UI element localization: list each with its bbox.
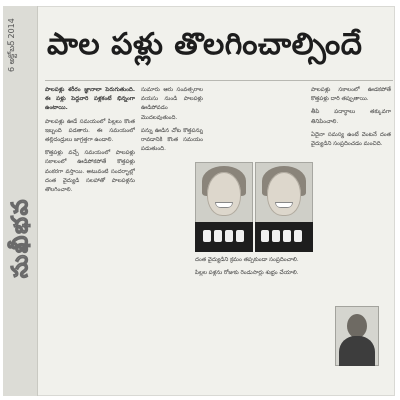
masthead (3, 6, 37, 396)
photo-face-shape (207, 172, 241, 216)
tooth-shape (261, 230, 269, 242)
article-paragraph: పాలపళ్లు శరీరం జ్ఞానాలా పెరుగుతుంది. ఈ పళ్లు పెద్దవారి పళ్లకంటే భిన్నంగా ఉంటాయి. (45, 87, 135, 112)
tooth-shape (214, 230, 222, 242)
article-headline: పాల పళ్లు తొలగించాల్సిందే (47, 27, 363, 62)
article-paragraph: ఏదైనా సమస్య ఉంటే వెంటనే దంత వైద్యుడిని సంప్రదించడం మంచిది. (311, 131, 391, 148)
photo-face-shape (267, 172, 301, 216)
author-photo (335, 306, 379, 366)
article-paragraph: తీపి పదార్థాలు తక్కువగా తినిపించాలి. (311, 109, 391, 125)
article-paragraph: కొత్తపళ్లు వచ్చే సమయంలో పాలపళ్లు సకాలంలో ఊడిపోకపోతే కొత్తపళ్లు వంకరగా వస్తాయి. అటువంటి సందర్భాల్లో దంత వైద్యుడి సలహాతో పాలపళ్లను తొలగించాలి. (45, 150, 135, 194)
article-paragraph: పన్ను ఊడిన చోట కొత్తపన్ను రావడానికి కొంత సమయం పడుతుంది. (141, 127, 203, 153)
article-paragraph: సుమారు ఆరు సంవత్సరాల వయసు నుండి పాలపళ్లు ఊడిపోవడం మొదలవుతుంది. (141, 87, 203, 121)
headline-divider (45, 80, 393, 81)
tooth-shape (203, 230, 211, 242)
publication-name: సుఖీభవ (7, 197, 33, 279)
child-smile-photo-left (195, 162, 253, 252)
article-paragraph: పాలపళ్లు ఊడే సమయంలో పిల్లలు కొంత ఇబ్బంది పడతారు. ఈ సమయంలో తల్లిదండ్రులు జాగ్రత్తగా ఉండాలి. (45, 118, 135, 144)
newspaper-clipping (3, 6, 395, 396)
child-smile-photo-right (255, 162, 313, 252)
author-body-shape (339, 336, 375, 366)
tooth-shape (272, 230, 280, 242)
article-column-2 (141, 86, 203, 391)
tooth-shape (225, 230, 233, 242)
tooth-shape (294, 230, 302, 242)
article-paragraph: పిల్లల పళ్లను రోజుకు రెండుసార్లు శుభ్రం చేయాలి. (195, 270, 299, 277)
tooth-shape (283, 230, 291, 242)
tooth-shape (236, 230, 244, 242)
publication-date: 6 అక్టోబర్ 2014 (7, 18, 16, 72)
teeth-closeup-photo (195, 222, 253, 252)
article-column-1 (45, 86, 135, 391)
article-column-4 (311, 86, 391, 296)
teeth-closeup-photo (255, 222, 313, 252)
author-head-shape (347, 314, 367, 338)
article-paragraph: పాలపళ్లు సకాలంలో ఊడకపోతే కొత్తపళ్లు దారి తప్పుతాయి. (311, 87, 391, 103)
article-paragraph: దంత వైద్యుడిని క్రమం తప్పకుండా సంప్రదించాలి. (195, 257, 299, 263)
article-column-3 (195, 256, 305, 386)
